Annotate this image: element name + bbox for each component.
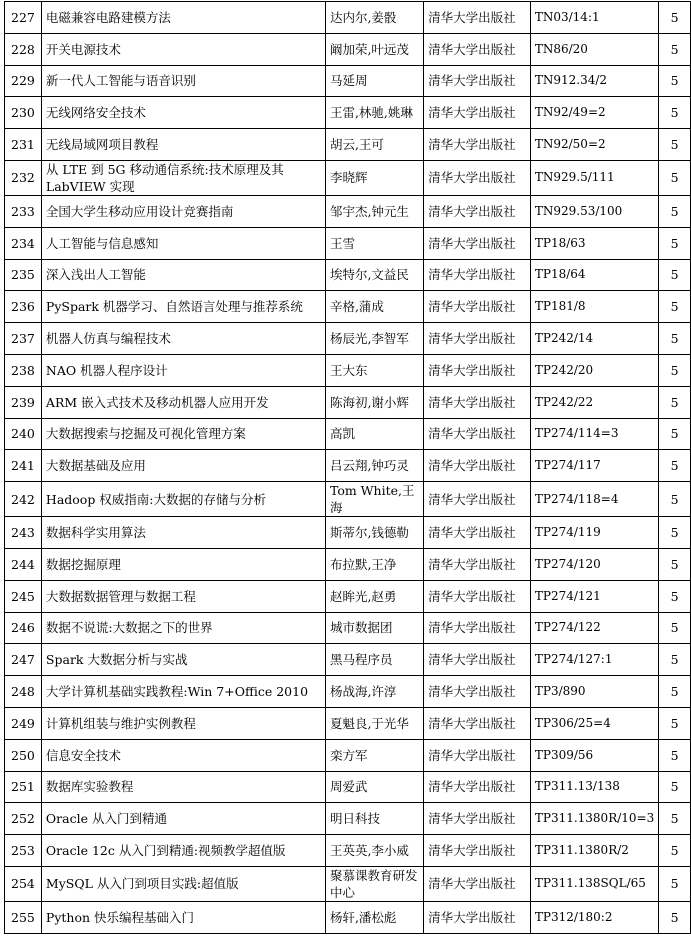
book-author: 达内尔,姜骰 xyxy=(325,2,423,34)
book-quantity: 5 xyxy=(659,160,691,195)
table-row xyxy=(5,386,691,418)
book-title: ARM 嵌入式技术及移动机器人应用开发 xyxy=(41,386,325,418)
row-number: 241 xyxy=(5,450,42,482)
table-row xyxy=(5,866,691,901)
book-call-number: TP311.138SQL/65 xyxy=(530,866,658,901)
book-quantity: 5 xyxy=(659,354,691,386)
book-title: 无线网络安全技术 xyxy=(41,97,325,129)
row-number: 230 xyxy=(5,97,42,129)
row-number: 237 xyxy=(5,323,42,355)
book-quantity: 5 xyxy=(659,835,691,867)
row-number: 243 xyxy=(5,517,42,549)
row-number: 239 xyxy=(5,386,42,418)
table-row xyxy=(5,65,691,97)
book-publisher: 清华大学出版社 xyxy=(424,97,531,129)
book-publisher: 清华大学出版社 xyxy=(424,386,531,418)
table-row xyxy=(5,644,691,676)
book-call-number: TP306/25=4 xyxy=(530,707,658,739)
book-call-number: TP309/56 xyxy=(530,739,658,771)
book-title: 计算机组装与维护实例教程 xyxy=(41,707,325,739)
book-publisher: 清华大学出版社 xyxy=(424,580,531,612)
book-author: 城市数据团 xyxy=(325,612,423,644)
row-number: 228 xyxy=(5,33,42,65)
table-row xyxy=(5,771,691,803)
table-row xyxy=(5,835,691,867)
book-title: 数据不说谎:大数据之下的世界 xyxy=(41,612,325,644)
book-quantity: 5 xyxy=(659,386,691,418)
book-author: 赵眸光,赵勇 xyxy=(325,580,423,612)
book-quantity: 5 xyxy=(659,612,691,644)
table-row xyxy=(5,323,691,355)
book-author: 夏魁良,于光华 xyxy=(325,707,423,739)
book-publisher: 清华大学出版社 xyxy=(424,259,531,291)
row-number: 233 xyxy=(5,195,42,227)
table-row xyxy=(5,227,691,259)
row-number: 254 xyxy=(5,866,42,901)
book-publisher: 清华大学出版社 xyxy=(424,901,531,933)
book-author: 杨辰光,李智军 xyxy=(325,323,423,355)
book-call-number: TN929.53/100 xyxy=(530,195,658,227)
book-quantity: 5 xyxy=(659,803,691,835)
book-publisher: 清华大学出版社 xyxy=(424,644,531,676)
book-quantity: 5 xyxy=(659,97,691,129)
book-quantity: 5 xyxy=(659,482,691,517)
book-call-number: TP274/122 xyxy=(530,612,658,644)
book-title: 机器人仿真与编程技术 xyxy=(41,323,325,355)
row-number: 249 xyxy=(5,707,42,739)
book-author: 陈海初,谢小辉 xyxy=(325,386,423,418)
book-publisher: 清华大学出版社 xyxy=(424,2,531,34)
book-publisher: 清华大学出版社 xyxy=(424,739,531,771)
book-call-number: TP18/63 xyxy=(530,227,658,259)
table-row xyxy=(5,450,691,482)
book-author: 明日科技 xyxy=(325,803,423,835)
book-publisher: 清华大学出版社 xyxy=(424,323,531,355)
book-author: 聚慕课教育研发中心 xyxy=(325,866,423,901)
book-author: 辛格,蒲成 xyxy=(325,291,423,323)
book-call-number: TP274/120 xyxy=(530,548,658,580)
row-number: 246 xyxy=(5,612,42,644)
book-title: 从 LTE 到 5G 移动通信系统:技术原理及其 LabVIEW 实现 xyxy=(41,160,325,195)
book-quantity: 5 xyxy=(659,676,691,708)
book-author: 栾方军 xyxy=(325,739,423,771)
book-title: 数据库实验教程 xyxy=(41,771,325,803)
book-call-number: TP274/114=3 xyxy=(530,418,658,450)
book-call-number: TP242/20 xyxy=(530,354,658,386)
row-number: 227 xyxy=(5,2,42,34)
book-title: PySpark 机器学习、自然语言处理与推荐系统 xyxy=(41,291,325,323)
row-number: 234 xyxy=(5,227,42,259)
table-row xyxy=(5,259,691,291)
book-title: 新一代人工智能与语音识别 xyxy=(41,65,325,97)
table-row xyxy=(5,291,691,323)
book-title: 深入浅出人工智能 xyxy=(41,259,325,291)
book-title: Oracle 从入门到精通 xyxy=(41,803,325,835)
book-author: 胡云,王可 xyxy=(325,129,423,161)
book-author: 王雷,林驰,姚琳 xyxy=(325,97,423,129)
book-title: 大数据数据管理与数据工程 xyxy=(41,580,325,612)
book-title: 开关电源技术 xyxy=(41,33,325,65)
book-publisher: 清华大学出版社 xyxy=(424,548,531,580)
book-quantity: 5 xyxy=(659,548,691,580)
book-author: 王英英,李小威 xyxy=(325,835,423,867)
book-title: Oracle 12c 从入门到精通:视频教学超值版 xyxy=(41,835,325,867)
book-call-number: TN86/20 xyxy=(530,33,658,65)
book-call-number: TP18/64 xyxy=(530,259,658,291)
book-author: 高凯 xyxy=(325,418,423,450)
book-quantity: 5 xyxy=(659,323,691,355)
book-call-number: TN92/49=2 xyxy=(530,97,658,129)
book-publisher: 清华大学出版社 xyxy=(424,291,531,323)
book-call-number: TP274/119 xyxy=(530,517,658,549)
book-title: 全国大学生移动应用设计竞赛指南 xyxy=(41,195,325,227)
book-author: 李晓辉 xyxy=(325,160,423,195)
book-quantity: 5 xyxy=(659,259,691,291)
book-title: Hadoop 权威指南:大数据的存储与分析 xyxy=(41,482,325,517)
table-row xyxy=(5,129,691,161)
book-title: Spark 大数据分析与实战 xyxy=(41,644,325,676)
book-author: 黑马程序员 xyxy=(325,644,423,676)
book-author: 杨轩,潘松彪 xyxy=(325,901,423,933)
row-number: 242 xyxy=(5,482,42,517)
row-number: 255 xyxy=(5,901,42,933)
book-publisher: 清华大学出版社 xyxy=(424,676,531,708)
book-call-number: TP274/117 xyxy=(530,450,658,482)
book-author: 布拉默,王净 xyxy=(325,548,423,580)
book-call-number: TP311.1380R/2 xyxy=(530,835,658,867)
row-number: 229 xyxy=(5,65,42,97)
row-number: 252 xyxy=(5,803,42,835)
book-author: 邹宇杰,钟元生 xyxy=(325,195,423,227)
book-author: Tom White,王海 xyxy=(325,482,423,517)
table-row xyxy=(5,707,691,739)
book-quantity: 5 xyxy=(659,129,691,161)
book-call-number: TP242/22 xyxy=(530,386,658,418)
book-publisher: 清华大学出版社 xyxy=(424,803,531,835)
book-quantity: 5 xyxy=(659,291,691,323)
book-title: 人工智能与信息感知 xyxy=(41,227,325,259)
book-title: Python 快乐编程基础入门 xyxy=(41,901,325,933)
book-call-number: TP242/14 xyxy=(530,323,658,355)
table-row xyxy=(5,2,691,34)
book-list-table xyxy=(4,1,691,934)
book-quantity: 5 xyxy=(659,2,691,34)
book-publisher: 清华大学出版社 xyxy=(424,835,531,867)
book-author: 王雪 xyxy=(325,227,423,259)
book-quantity: 5 xyxy=(659,195,691,227)
book-publisher: 清华大学出版社 xyxy=(424,129,531,161)
book-publisher: 清华大学出版社 xyxy=(424,517,531,549)
row-number: 244 xyxy=(5,548,42,580)
table-row xyxy=(5,676,691,708)
book-call-number: TP274/121 xyxy=(530,580,658,612)
row-number: 240 xyxy=(5,418,42,450)
book-author: 王大东 xyxy=(325,354,423,386)
book-title: 数据科学实用算法 xyxy=(41,517,325,549)
book-title: 大数据基础及应用 xyxy=(41,450,325,482)
row-number: 250 xyxy=(5,739,42,771)
book-publisher: 清华大学出版社 xyxy=(424,160,531,195)
book-call-number: TP274/118=4 xyxy=(530,482,658,517)
book-call-number: TP181/8 xyxy=(530,291,658,323)
book-quantity: 5 xyxy=(659,227,691,259)
book-quantity: 5 xyxy=(659,517,691,549)
book-title: 数据挖掘原理 xyxy=(41,548,325,580)
table-row xyxy=(5,803,691,835)
book-title: 大学计算机基础实践教程:Win 7+Office 2010 xyxy=(41,676,325,708)
book-quantity: 5 xyxy=(659,771,691,803)
table-row xyxy=(5,517,691,549)
row-number: 231 xyxy=(5,129,42,161)
book-title: 大数据搜索与挖掘及可视化管理方案 xyxy=(41,418,325,450)
book-title: MySQL 从入门到项目实践:超值版 xyxy=(41,866,325,901)
book-author: 吕云翔,钟巧灵 xyxy=(325,450,423,482)
book-quantity: 5 xyxy=(659,739,691,771)
row-number: 235 xyxy=(5,259,42,291)
book-publisher: 清华大学出版社 xyxy=(424,354,531,386)
book-publisher: 清华大学出版社 xyxy=(424,65,531,97)
book-quantity: 5 xyxy=(659,901,691,933)
book-call-number: TP274/127:1 xyxy=(530,644,658,676)
book-call-number: TN929.5/111 xyxy=(530,160,658,195)
table-row xyxy=(5,548,691,580)
book-publisher: 清华大学出版社 xyxy=(424,612,531,644)
book-author: 阚加荣,叶远茂 xyxy=(325,33,423,65)
book-author: 马延周 xyxy=(325,65,423,97)
book-publisher: 清华大学出版社 xyxy=(424,195,531,227)
book-quantity: 5 xyxy=(659,418,691,450)
book-call-number: TN03/14:1 xyxy=(530,2,658,34)
book-call-number: TN912.34/2 xyxy=(530,65,658,97)
row-number: 251 xyxy=(5,771,42,803)
row-number: 248 xyxy=(5,676,42,708)
table-row xyxy=(5,580,691,612)
book-publisher: 清华大学出版社 xyxy=(424,227,531,259)
row-number: 238 xyxy=(5,354,42,386)
table-row xyxy=(5,33,691,65)
book-author: 斯蒂尔,钱德勒 xyxy=(325,517,423,549)
book-title: 信息安全技术 xyxy=(41,739,325,771)
book-list-body xyxy=(5,2,691,934)
book-publisher: 清华大学出版社 xyxy=(424,707,531,739)
book-quantity: 5 xyxy=(659,65,691,97)
table-row xyxy=(5,482,691,517)
book-title: NAO 机器人程序设计 xyxy=(41,354,325,386)
row-number: 232 xyxy=(5,160,42,195)
book-publisher: 清华大学出版社 xyxy=(424,418,531,450)
book-call-number: TP3/890 xyxy=(530,676,658,708)
table-row xyxy=(5,901,691,933)
book-publisher: 清华大学出版社 xyxy=(424,33,531,65)
book-call-number: TP312/180:2 xyxy=(530,901,658,933)
book-author: 周爱武 xyxy=(325,771,423,803)
book-publisher: 清华大学出版社 xyxy=(424,450,531,482)
book-title: 无线局域网项目教程 xyxy=(41,129,325,161)
table-row xyxy=(5,739,691,771)
row-number: 245 xyxy=(5,580,42,612)
book-call-number: TP311.1380R/10=3 xyxy=(530,803,658,835)
book-call-number: TP311.13/138 xyxy=(530,771,658,803)
book-quantity: 5 xyxy=(659,450,691,482)
row-number: 253 xyxy=(5,835,42,867)
book-publisher: 清华大学出版社 xyxy=(424,482,531,517)
row-number: 247 xyxy=(5,644,42,676)
book-quantity: 5 xyxy=(659,707,691,739)
table-row xyxy=(5,418,691,450)
book-quantity: 5 xyxy=(659,866,691,901)
table-row xyxy=(5,97,691,129)
book-quantity: 5 xyxy=(659,33,691,65)
book-quantity: 5 xyxy=(659,644,691,676)
book-publisher: 清华大学出版社 xyxy=(424,771,531,803)
row-number: 236 xyxy=(5,291,42,323)
book-publisher: 清华大学出版社 xyxy=(424,866,531,901)
book-author: 埃特尔,文益民 xyxy=(325,259,423,291)
table-row xyxy=(5,354,691,386)
table-row xyxy=(5,195,691,227)
book-title: 电磁兼容电路建模方法 xyxy=(41,2,325,34)
book-author: 杨战海,许淳 xyxy=(325,676,423,708)
book-quantity: 5 xyxy=(659,580,691,612)
table-row xyxy=(5,160,691,195)
table-row xyxy=(5,612,691,644)
book-call-number: TN92/50=2 xyxy=(530,129,658,161)
